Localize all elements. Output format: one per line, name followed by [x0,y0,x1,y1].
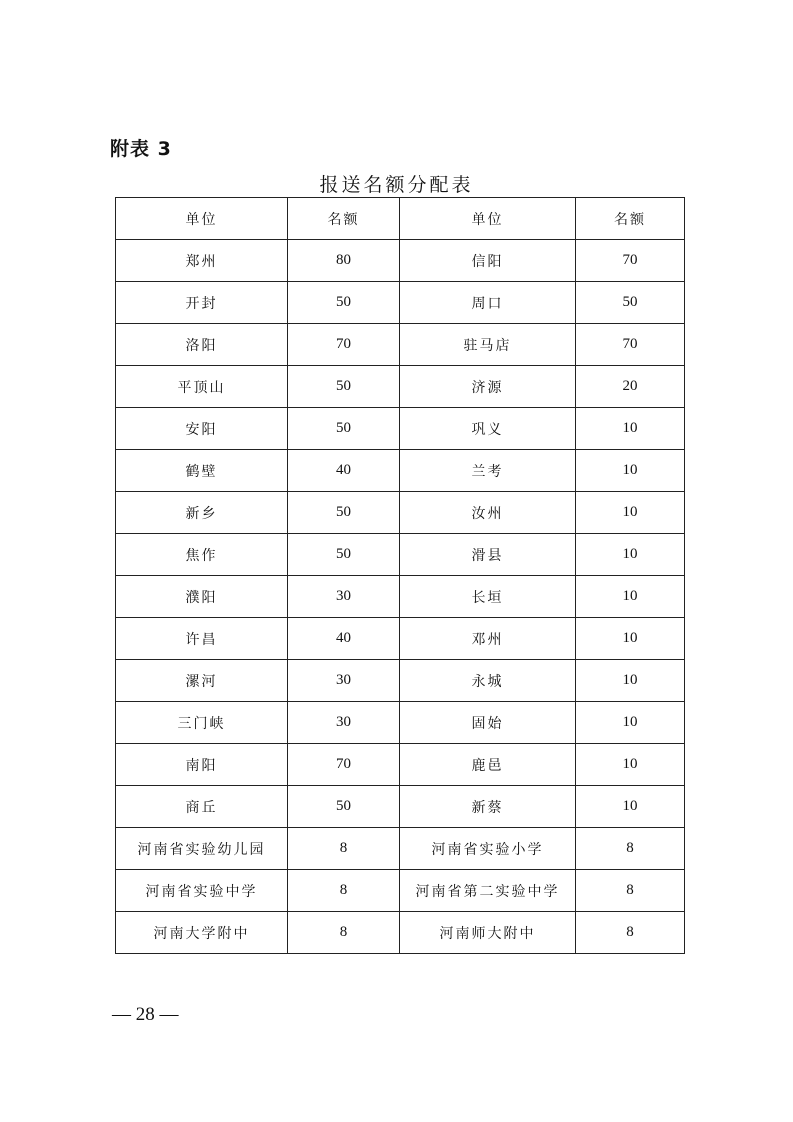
unit-right-cell: 固始 [400,702,576,744]
table-body [116,240,685,954]
quota-right-cell: 10 [576,408,685,450]
quota-right-cell: 20 [576,366,685,408]
table-row [116,408,685,450]
unit-left-cell: 许昌 [116,618,288,660]
quota-right-cell: 70 [576,324,685,366]
unit-right-cell: 河南省第二实验中学 [400,870,576,912]
unit-right-cell: 新蔡 [400,786,576,828]
unit-left-cell: 南阳 [116,744,288,786]
table-row [116,534,685,576]
unit-right-cell: 信阳 [400,240,576,282]
quota-left-cell: 40 [288,618,400,660]
table-row [116,744,685,786]
unit-right-cell: 邓州 [400,618,576,660]
unit-left-cell: 漯河 [116,660,288,702]
quota-right-cell: 8 [576,912,685,954]
unit-left-cell: 开封 [116,282,288,324]
header-unit-right: 单位 [400,198,576,240]
unit-left-cell: 商丘 [116,786,288,828]
unit-left-cell: 濮阳 [116,576,288,618]
table-row [116,240,685,282]
table-row [116,618,685,660]
quota-left-cell: 30 [288,576,400,618]
unit-right-cell: 周口 [400,282,576,324]
unit-right-cell: 巩义 [400,408,576,450]
unit-left-cell: 新乡 [116,492,288,534]
quota-right-cell: 70 [576,240,685,282]
quota-left-cell: 50 [288,786,400,828]
unit-left-cell: 河南省实验幼儿园 [116,828,288,870]
quota-right-cell: 10 [576,786,685,828]
quota-table [115,197,685,954]
quota-right-cell: 10 [576,702,685,744]
quota-left-cell: 8 [288,912,400,954]
table-row [116,366,685,408]
quota-left-cell: 70 [288,744,400,786]
quota-left-cell: 50 [288,534,400,576]
quota-right-cell: 10 [576,534,685,576]
attachment-label: 附表 3 [110,138,172,160]
unit-right-cell: 长垣 [400,576,576,618]
unit-left-cell: 平顶山 [116,366,288,408]
quota-right-cell: 10 [576,576,685,618]
unit-left-cell: 郑州 [116,240,288,282]
quota-left-cell: 50 [288,366,400,408]
unit-left-cell: 焦作 [116,534,288,576]
table-row [116,492,685,534]
quota-left-cell: 50 [288,282,400,324]
quota-left-cell: 8 [288,828,400,870]
header-quota-right: 名额 [576,198,685,240]
table-row [116,660,685,702]
unit-left-cell: 河南大学附中 [116,912,288,954]
table-row [116,282,685,324]
unit-left-cell: 洛阳 [116,324,288,366]
unit-left-cell: 安阳 [116,408,288,450]
table-row [116,450,685,492]
quota-left-cell: 30 [288,702,400,744]
table-row [116,870,685,912]
quota-left-cell: 80 [288,240,400,282]
table-row [116,576,685,618]
unit-left-cell: 鹤壁 [116,450,288,492]
header-unit-left: 单位 [116,198,288,240]
quota-left-cell: 50 [288,408,400,450]
quota-right-cell: 8 [576,870,685,912]
table-row [116,912,685,954]
quota-right-cell: 10 [576,744,685,786]
header-quota-left: 名额 [288,198,400,240]
unit-right-cell: 滑县 [400,534,576,576]
unit-right-cell: 鹿邑 [400,744,576,786]
quota-left-cell: 40 [288,450,400,492]
table-row [116,324,685,366]
unit-right-cell: 济源 [400,366,576,408]
unit-right-cell: 兰考 [400,450,576,492]
table-header-row [116,198,685,240]
quota-left-cell: 50 [288,492,400,534]
quota-right-cell: 10 [576,660,685,702]
unit-right-cell: 汝州 [400,492,576,534]
quota-left-cell: 70 [288,324,400,366]
quota-left-cell: 30 [288,660,400,702]
quota-right-cell: 10 [576,450,685,492]
quota-right-cell: 10 [576,492,685,534]
unit-right-cell: 永城 [400,660,576,702]
unit-right-cell: 驻马店 [400,324,576,366]
unit-left-cell: 三门峡 [116,702,288,744]
unit-right-cell: 河南省实验小学 [400,828,576,870]
unit-left-cell: 河南省实验中学 [116,870,288,912]
table-row [116,786,685,828]
page-number: — 28 — [112,1004,179,1025]
quota-right-cell: 10 [576,618,685,660]
unit-right-cell: 河南师大附中 [400,912,576,954]
quota-right-cell: 8 [576,828,685,870]
quota-left-cell: 8 [288,870,400,912]
table-title: 报送名额分配表 [319,174,474,196]
table-row [116,828,685,870]
quota-right-cell: 50 [576,282,685,324]
table-row [116,702,685,744]
